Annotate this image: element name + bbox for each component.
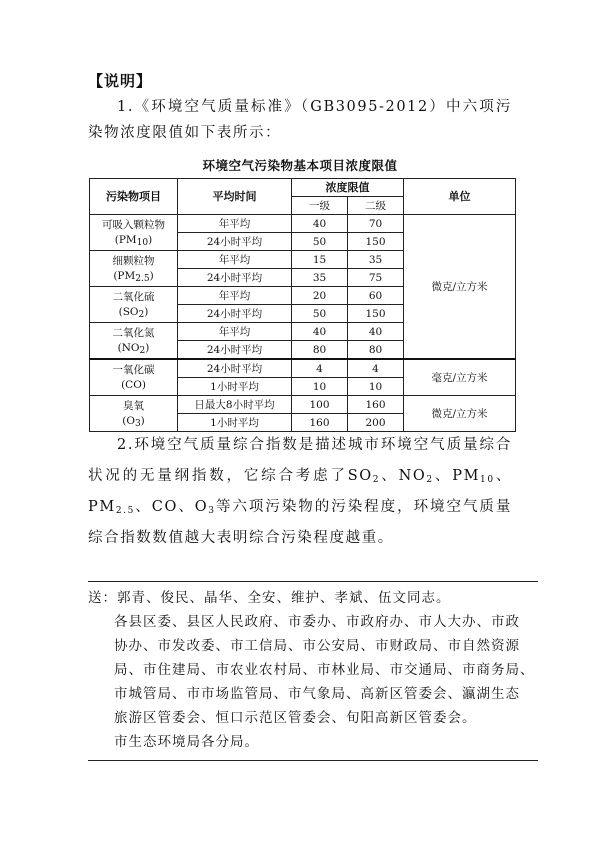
period-cell: 24小时平均	[178, 269, 292, 287]
pollutant-formula: PM	[118, 233, 137, 246]
cc-recipients-line: 协办、市发改委、市工信局、市公安局、市财政局、市自然资源	[114, 638, 520, 654]
table-row	[90, 215, 516, 233]
header-limit: 浓度限值	[292, 179, 404, 197]
header-grade-2: 二级	[348, 197, 404, 215]
pollutant-formula-sub: 2.5	[135, 273, 150, 284]
pollutant-formula: NO	[121, 341, 140, 354]
period-cell: 1小时平均	[178, 414, 292, 432]
pollutant-name: 二氧化氮	[112, 326, 155, 339]
pollutant-cell: 一氧化碳 (CO)	[90, 359, 178, 396]
period-cell: 日最大8小时平均	[178, 396, 292, 414]
header-unit: 单位	[404, 179, 516, 215]
pollutant-limits-table	[89, 178, 516, 432]
grade2-cell: 70	[348, 215, 404, 233]
subscript: 2.5	[115, 506, 135, 516]
pollutant-cell: 二氧化氮 $(NO_2)$	[90, 323, 178, 360]
note-1: 1.《环境空气质量标准》（GB3095-2012）中六项污染物浓度限值如下表所示：	[88, 99, 512, 141]
unit-cell: 微克/立方米	[404, 396, 516, 432]
cc-recipients-line: 各县区委、县区人民政府、市委办、市政府办、市人大办、市政	[114, 614, 520, 630]
grade2-cell: 150	[348, 305, 404, 323]
header-grade-1: 一级	[292, 197, 348, 215]
top-divider	[88, 581, 538, 582]
cc-recipients-line: 市生态环境局各分局。	[114, 734, 259, 750]
grade2-cell: 4	[348, 359, 404, 378]
grade2-cell: 35	[348, 251, 404, 269]
grade1-cell: 40	[292, 323, 348, 341]
bottom-divider	[88, 760, 538, 761]
table-header-row	[90, 179, 516, 197]
note-2-text: 、PM	[433, 468, 481, 484]
subscript: 10	[480, 475, 495, 485]
pollutant-formula: O	[126, 414, 135, 427]
grade1-cell: 10	[292, 378, 348, 396]
period-cell: 24小时平均	[178, 305, 292, 323]
period-cell: 年平均	[178, 287, 292, 305]
pollutant-cell: 二氧化硫 $(SO_2)$	[90, 287, 178, 323]
grade2-cell: 75	[348, 269, 404, 287]
cc-recipients-line: 旅游区管委会、恒口示范区管委会、旬阳高新区管委会。	[114, 710, 477, 726]
pollutant-formula-sub: 2	[138, 309, 145, 320]
pollutant-cell: 细颗粒物 $(PM_{2.5})$	[90, 251, 178, 287]
note-2-text: 、CO、O	[134, 499, 209, 515]
section-heading: 【说明】	[88, 72, 153, 90]
pollutant-cell: 可吸入颗粒物 $(PM_{10})$	[90, 215, 178, 251]
grade1-cell: 4	[292, 359, 348, 378]
pollutant-name: 可吸入颗粒物	[102, 218, 165, 231]
unit-cell: 毫克/立方米	[404, 359, 516, 396]
pollutant-formula: CO	[125, 378, 142, 391]
period-cell: 年平均	[178, 251, 292, 269]
unit-cell: 微克/立方米	[404, 215, 516, 360]
grade1-cell: 50	[292, 233, 348, 251]
period-cell: 1小时平均	[178, 378, 292, 396]
pollutant-name: 二氧化硫	[112, 290, 155, 303]
distribution-list	[88, 586, 535, 754]
grade1-cell: 35	[292, 269, 348, 287]
grade2-cell: 40	[348, 323, 404, 341]
grade1-cell: 80	[292, 341, 348, 360]
pollutant-formula-sub: 3	[134, 418, 141, 429]
pollutant-formula-sub: 10	[136, 237, 149, 248]
period-cell: 年平均	[178, 323, 292, 341]
grade2-cell: 10	[348, 378, 404, 396]
subscript: 2	[372, 475, 381, 485]
header-period: 平均时间	[178, 179, 292, 215]
grade1-cell: 15	[292, 251, 348, 269]
pollutant-name: 细颗粒物	[112, 254, 155, 267]
period-cell: 24小时平均	[178, 233, 292, 251]
grade1-cell: 40	[292, 215, 348, 233]
header-pollutant: 污染物项目	[90, 179, 178, 215]
pollutant-name: 一氧化碳	[112, 363, 155, 376]
table-title: 环境空气污染物基本项目浓度限值	[202, 158, 398, 173]
cc-recipients-line: 送：郭青、俊民、晶华、全安、维护、孝斌、伍文同志。	[88, 590, 451, 606]
grade2-cell: 160	[348, 396, 404, 414]
pollutant-cell: 臭氧 $(O_3)$	[90, 396, 178, 432]
table-row	[90, 359, 516, 378]
grade2-cell: 80	[348, 341, 404, 360]
cc-recipients-line: 局、市住建局、市农业农村局、市林业局、市交通局、市商务局、	[114, 662, 535, 678]
grade2-cell: 200	[348, 414, 404, 432]
grade2-cell: 150	[348, 233, 404, 251]
note-2-text: 2.环境空气质量综合指数是描述城市环境空气质量综合状况的无量纲指数，它综合考虑了SO	[88, 437, 512, 484]
pollutant-formula: PM	[117, 269, 136, 282]
grade1-cell: 100	[292, 396, 348, 414]
pollutant-formula-sub: 2	[139, 345, 146, 356]
pollutant-name: 臭氧	[123, 399, 144, 412]
period-cell: 24小时平均	[178, 341, 292, 360]
grade1-cell: 20	[292, 287, 348, 305]
period-cell: 年平均	[178, 215, 292, 233]
subscript: 2	[426, 475, 434, 485]
grade1-cell: 50	[292, 305, 348, 323]
note-2-text: 、NO	[380, 468, 427, 484]
pollutant-formula: SO	[122, 305, 139, 318]
grade2-cell: 60	[348, 287, 404, 305]
grade1-cell: 160	[292, 414, 348, 432]
note-2-text: 等六项污染物的污染程度，环境空气质量综合指数数值越大表明综合污染程度越重。	[88, 499, 512, 546]
note-2	[88, 430, 512, 554]
cc-recipients-line: 市城管局、市市场监管局、市气象局、高新区管委会、瀛湖生态	[114, 686, 520, 702]
table-row	[90, 396, 516, 414]
subscript: 3	[208, 506, 216, 516]
note-2-text: 、PM	[88, 468, 513, 515]
period-cell: 24小时平均	[178, 359, 292, 378]
